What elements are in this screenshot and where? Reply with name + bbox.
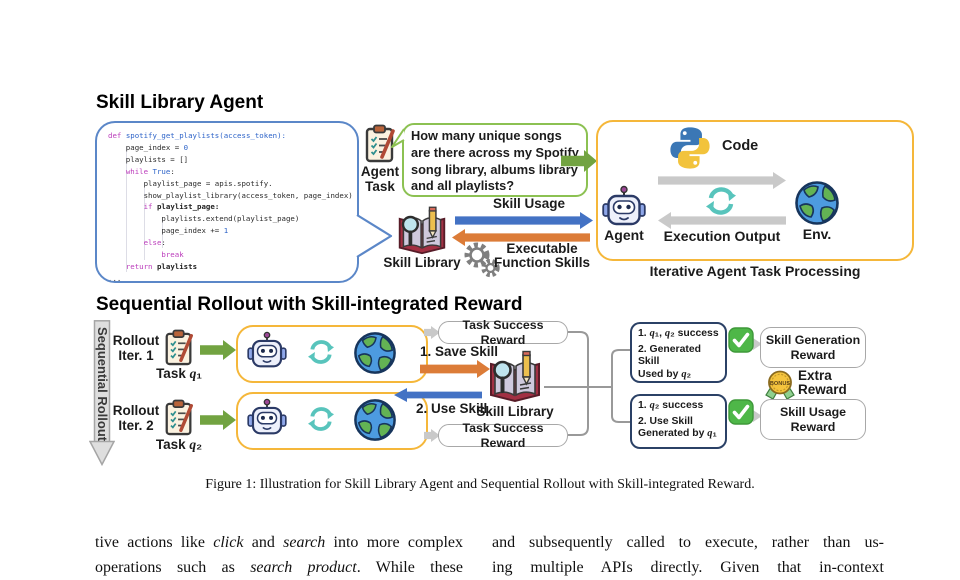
skill-usage-reward-box: Skill Usage Reward [760,399,866,440]
condition-box-bottom: 1. q₂ success 2. Use Skill Generated by q₁ [630,394,727,449]
robot-icon [247,398,287,436]
agent-label: Agent [604,227,644,243]
execution-output-label: Execution Output [663,228,781,244]
skill-usage-arrow [455,212,593,229]
rollout-iter1-label: Rollout Iter. 1 [112,333,160,363]
refresh-cycle-icon [307,406,335,432]
rollout1-arrow [200,340,236,360]
iterative-processing-caption: Iterative Agent Task Processing [649,263,861,279]
skill-library-book-icon [487,349,543,403]
refresh-cycle-icon [307,339,335,365]
skill-generation-reward-box: Skill Generation Reward [760,327,866,368]
bonus-medal-icon [764,370,796,400]
save-skill-arrow [420,360,490,378]
use-skill-label: 2. Use Skill [416,401,488,416]
skill-usage-label: Skill Usage [492,196,566,211]
executable-function-skills-label: Executable Function Skills [494,241,591,270]
extra-reward-label: Extra Reward [798,368,847,397]
task-question-bubble: How many unique songs are there across my Spotify song library, albums library and all playlists? [402,123,588,197]
rollout-iter2-label: Rollout Iter. 2 [112,403,160,433]
python-icon [668,125,712,171]
code-bubble-tail [356,213,394,259]
save-skill-label: 1. Save Skill [420,344,499,359]
rollout2-arrow [200,410,236,430]
section2-heading: Sequential Rollout with Skill-integrated Reward [96,294,523,315]
code-label: Code [722,138,759,154]
figure-caption: Figure 1: Illustration for Skill Library Agent and Sequential Rollout with Skill-integrated Reward. [205,477,755,492]
refresh-cycle-icon [705,186,737,216]
question-bubble-tail [391,128,405,154]
env-label: Env. [802,226,832,242]
task-success-reward-top: Task Success Reward [438,321,568,344]
earth-icon [353,331,397,375]
success-check-icon [728,327,754,353]
agent-robot-icon [602,185,646,227]
skill-library-book-icon [396,204,448,256]
code-snippet-bubble [95,121,359,283]
environment-earth-icon [794,180,840,226]
robot-icon [247,331,287,369]
condition-box-top: 1. q₁, q₂ success 2. Generated Skill Used by q₂ [630,322,727,383]
success-check-icon [728,399,754,425]
skill-library-label: Skill Library [476,404,554,419]
task1-clipboard-icon [162,329,196,367]
sequential-rollout-label: Sequential Rollout [95,327,110,442]
skill-library-label: Skill Library [383,255,461,270]
task1-label: Task q₁ [156,366,202,381]
body-text-right-column: and subsequently called to execute, rather than us- ing multiple APIs directly. Given that in-context [492,534,884,576]
task2-label: Task q₂ [155,437,203,452]
python-code: def spotify_get_playlists(access_token): page_index = 0 playlists = [] while True: playlist_page = apis.spotify. show_playlist_library(access_token, page_index) if playlist_page: playlists.extend(playlist_page) page_index += 1 else: break return playlists ... [108,131,353,283]
task-success-reward-bottom: Task Success Reward [438,424,568,447]
task2-clipboard-icon [162,399,196,437]
body-text-left-column: tive actions like click and search into more complex operations such as search product. While these [95,534,463,576]
agent-task-label: Agent Task [360,164,400,194]
earth-icon [353,398,397,442]
section1-heading: Skill Library Agent [96,92,264,113]
